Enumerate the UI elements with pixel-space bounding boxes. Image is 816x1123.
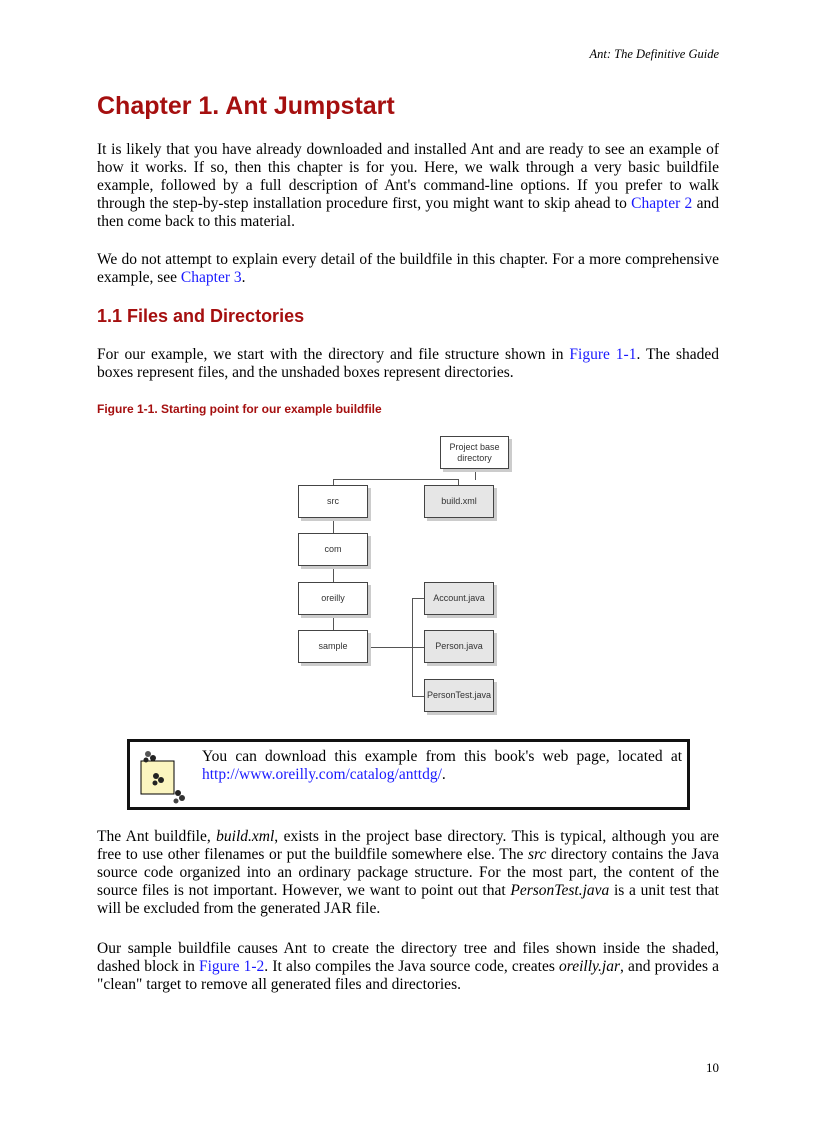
page-number: 10 [706, 1060, 719, 1075]
text: Our sample buildfile causes Ant to create the directory tree and files shown inside the shaded, dashed block in [97, 940, 719, 975]
text: , exists in the project base directory. This is typical, although you are free to use other filenames or put the buildfile somewhere else. The [97, 828, 719, 863]
note-box [127, 739, 690, 810]
paragraph-scope [97, 251, 719, 287]
text: PersonTest.java [510, 882, 610, 899]
text: . [241, 269, 246, 286]
chapter-title: Chapter 1. Ant Jumpstart [97, 92, 395, 120]
text: src [528, 846, 547, 863]
catalog-url-link[interactable]: http://www.oreilly.com/catalog/anttdg/ [202, 766, 442, 783]
text: directory contains the Java source code organized into an ordinary package structure. For the most part, the content of the source files is not important. However, we want to point out that [97, 846, 719, 899]
sample-directory-node: sample [298, 630, 368, 663]
section-heading: 1.1 Files and Directories [97, 306, 305, 326]
text: . [441, 766, 446, 783]
chapter-3-link[interactable]: Chapter 3 [180, 269, 242, 286]
src-directory-node: src [298, 485, 368, 518]
paragraph-buildfile [97, 828, 719, 918]
note-text [202, 748, 682, 784]
text: The Ant buildfile, [97, 828, 217, 845]
paragraph-sample [97, 940, 719, 994]
account-java-file-node: Account.java [424, 582, 494, 615]
connector [333, 566, 334, 582]
text: . The shaded boxes represent files, and the unshaded boxes represent directories. [97, 346, 720, 381]
project-base-directory-node: Project base directory [440, 436, 509, 469]
chapter-2-link[interactable]: Chapter 2 [631, 195, 693, 212]
text: It is likely that you have already downloaded and installed Ant and are ready to see an example of how it works. If so, then this chapter is for you. Here, we walk through a very basic buildfile example, followed by a full description of Ant's command-line options. If you prefer to walk through the step-by-step installation procedure first, you might want to skip ahead to [97, 141, 719, 212]
figure-1-2-link[interactable]: Figure 1-2 [199, 958, 265, 975]
text: For our example, we start with the directory and file structure shown in [97, 346, 570, 363]
text: oreilly.jar [559, 958, 621, 975]
paragraph-files [97, 346, 719, 382]
build-xml-file-node: build.xml [424, 485, 494, 518]
connector [412, 598, 413, 696]
text: , and provides a "clean" target to remove all generated files and directories. [97, 958, 720, 993]
connector [412, 696, 424, 697]
text: and then come back to this material. [97, 195, 719, 230]
connector [475, 470, 476, 480]
connector [333, 479, 459, 480]
text: We do not attempt to explain every detail of the buildfile in this chapter. For a more comprehensive example, see [97, 251, 719, 286]
text: You can download this example from this book's web page, located at [202, 748, 682, 765]
paragraph-intro [97, 141, 719, 231]
figure-caption: Figure 1-1. Starting point for our example buildfile [97, 402, 382, 416]
running-header: Ant: The Definitive Guide [589, 47, 719, 61]
person-java-file-node: Person.java [424, 630, 494, 663]
oreilly-directory-node: oreilly [298, 582, 368, 615]
text: . It also compiles the Java source code, creates [264, 958, 560, 975]
com-directory-node: com [298, 533, 368, 566]
persontest-java-file-node: PersonTest.java [424, 679, 494, 712]
text: is a unit test that will be excluded from the generated JAR file. [97, 882, 719, 917]
figure-1-1-link[interactable]: Figure 1-1 [569, 346, 637, 363]
text: build.xml [216, 828, 275, 845]
connector [333, 615, 334, 630]
tip-icon [138, 748, 188, 806]
connector [333, 518, 334, 533]
connector [368, 647, 424, 648]
connector [412, 598, 424, 599]
